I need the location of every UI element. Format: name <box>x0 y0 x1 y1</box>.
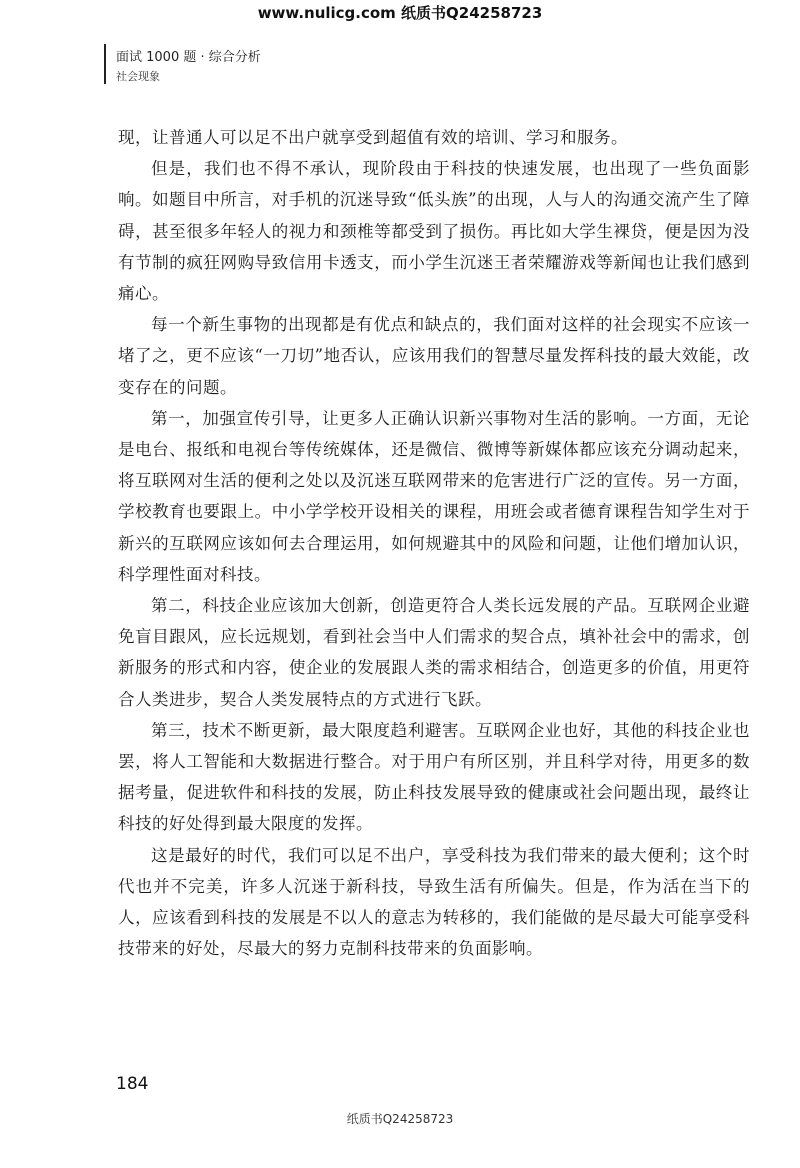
paragraph: 这是最好的时代，我们可以足不出户，享受科技为我们带来的最大便利；这个时代也并不完美，许多人沉迷于新科技，导致生活有所偏失。但是，作为活在当下的人，应该看到科技的发展是不以人的意志为转移的，我们能做的是尽最大可能享受科技带来的好处，尽最大的努力克制科技带来的负面影响。 <box>118 845 750 959</box>
paragraph: 每一个新生事物的出现都是有优点和缺点的，我们面对这样的社会现实不应该一堵了之，更不应该“一刀切”地否认，应该用我们的智慧尽量发挥科技的最大效能，改变存在的问题。 <box>118 315 750 397</box>
page-number: 184 <box>116 1074 149 1094</box>
paragraph: 但是，我们也不得不承认，现阶段由于科技的快速发展，也出现了一些负面影响。如题目中所言，对手机的沉迷导致“低头族”的出现，人与人的沟通交流产生了障碍，甚至很多年轻人的视力和颈椎等都受到了损伤。再比如大学生裸贷，便是因为没有节制的疯狂网购导致信用卡透支，而小学生沉迷王者荣耀游戏等新闻也让我们感到痛心。 <box>118 159 750 304</box>
header-divider <box>104 44 106 84</box>
running-header-title: 面试 1000 题 · 综合分析 <box>116 50 261 65</box>
paragraph-continuation: 现，让普通人可以足不出户就享受到超值有效的培训、学习和服务。 <box>118 128 628 147</box>
running-header-subtitle: 社会现象 <box>116 70 160 83</box>
body-text <box>118 122 750 964</box>
watermark-top: www.nulicg.com 纸质书Q24258723 <box>257 4 543 22</box>
paragraph: 第一，加强宣传引导，让更多人正确认识新兴事物对生活的影响。一方面，无论是电台、报纸和电视台等传统媒体，还是微信、微博等新媒体都应该充分调动起来，将互联网对生活的便利之处以及沉迷互联网带来的危害进行广泛的宣传。另一方面，学校教育也要跟上。中小学学校开设相关的课程，用班会或者德育课程告知学生对于新兴的互联网应该如何去合理运用，如何规避其中的风险和问题，让他们增加认识，科学理性面对科技。 <box>118 408 750 584</box>
watermark-bottom: 纸质书Q24258723 <box>346 1112 454 1126</box>
paragraph: 第二，科技企业应该加大创新，创造更符合人类长远发展的产品。互联网企业避免盲目跟风，应长远规划，看到社会当中人们需求的契合点，填补社会中的需求，创新服务的形式和内容，使企业的发展跟人类的需求相结合，创造更多的价值，用更符合人类进步，契合人类发展特点的方式进行飞跃。 <box>118 596 750 709</box>
paragraph: 第三，技术不断更新，最大限度趋利避害。互联网企业也好，其他的科技企业也罢，将人工智能和大数据进行整合。对于用户有所区别，并且科学对待，用更多的数据考量，促进软件和科技的发展，防止科技发展导致的健康或社会问题出现，最终让科技的好处得到最大限度的发挥。 <box>118 720 750 834</box>
